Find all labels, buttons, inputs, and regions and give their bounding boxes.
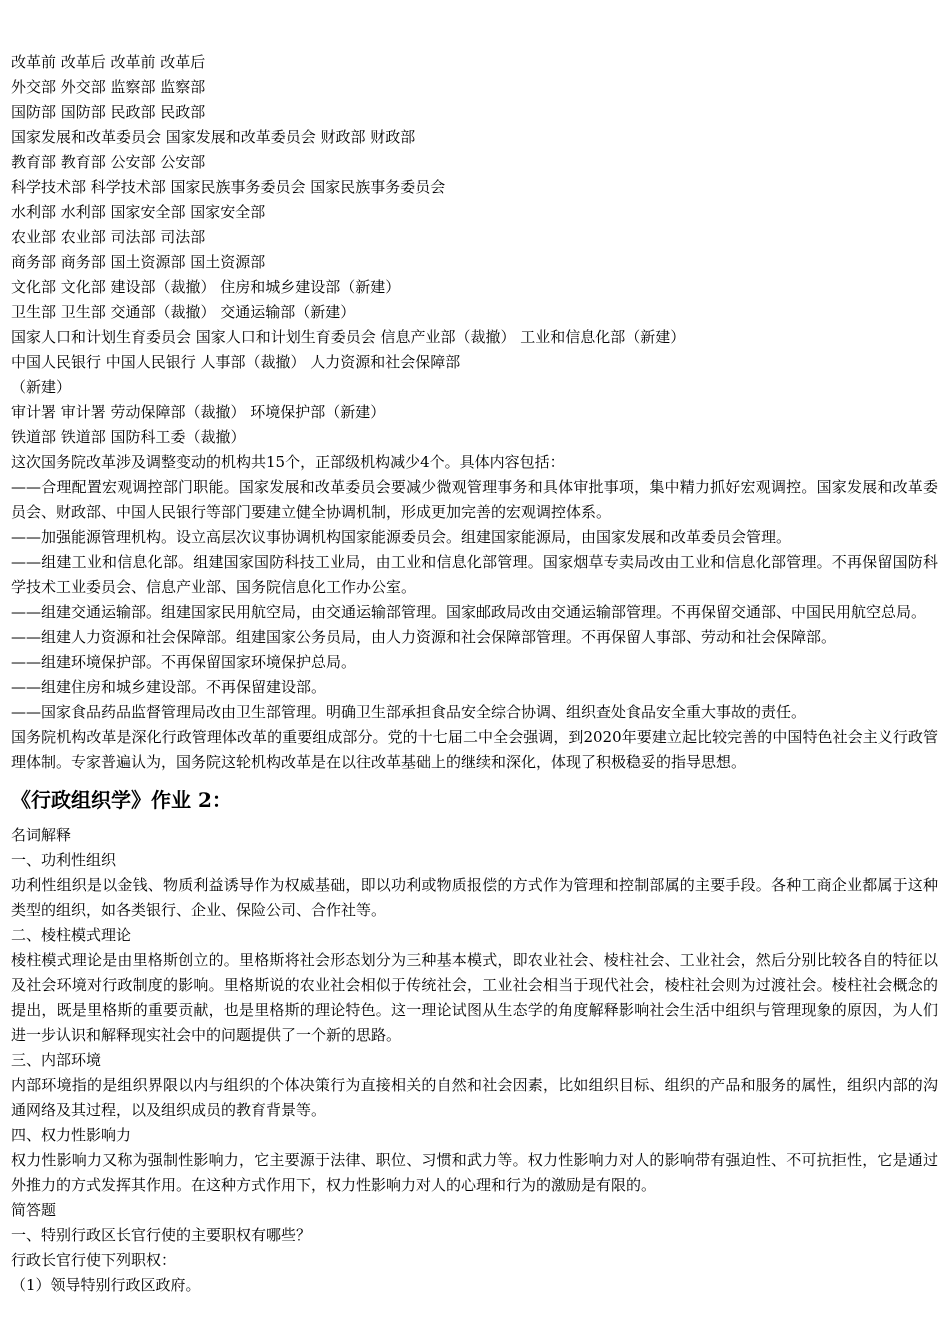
- table-row: 科学技术部 科学技术部 国家民族事务委员会 国家民族事务委员会: [11, 178, 446, 196]
- table-header-row: 改革前 改革后 改革前 改革后: [11, 53, 206, 71]
- ministry-comparison-table: [11, 50, 938, 450]
- term-definition: 功利性组织是以金钱、物质利益诱导作为权威基础，即以功利或物质报偿的方式作为管理和控制部属的主要手段。各种工商企业都属于这种类型的组织，如各类银行、企业、保险公司、合作社等。: [11, 876, 938, 919]
- table-row: 卫生部 卫生部 交通部（裁撤） 交通运输部（新建）: [11, 303, 356, 321]
- table-row: 水利部 水利部 国家安全部 国家安全部: [11, 203, 266, 221]
- term-title: 二、棱柱模式理论: [11, 926, 132, 944]
- homework-heading: 《行政组织学》作业 2：: [11, 788, 232, 812]
- term-definition: 内部环境指的是组织界限以内与组织的个体决策行为直接相关的自然和社会因素，比如组织目标、组织的产品和服务的属性，组织内部的沟通网络及其过程，以及组织成员的教育背景等。: [11, 1076, 938, 1119]
- reform-item-paragraph: ——合理配置宏观调控部门职能。国家发展和改革委员会要减少微观管理事务和具体审批事项，集中精力抓好宏观调控。国家发展和改革委员会、财政部、中国人民银行等部门要建立健全协调机制，形成更加完善的宏观调控体系。: [11, 478, 938, 521]
- table-row: 国家人口和计划生育委员会 国家人口和计划生育委员会 信息产业部（裁撤） 工业和信息化部（新建）: [11, 328, 686, 346]
- reform-intro-paragraph: 这次国务院改革涉及调整变动的机构共15个，正部级机构减少4个。具体内容包括：: [11, 453, 565, 471]
- reform-item-paragraph: ——组建住房和城乡建设部。不再保留建设部。: [11, 678, 327, 696]
- term-title: 三、内部环境: [11, 1051, 102, 1069]
- table-row: 外交部 外交部 监察部 监察部: [11, 78, 206, 96]
- section-label: 名词解释: [11, 826, 72, 844]
- table-row: 国防部 国防部 民政部 民政部: [11, 103, 206, 121]
- reform-summary-paragraph: 国务院机构改革是深化行政管理体改革的重要组成部分。党的十七届二中全会强调，到2020年要建立起比较完善的中国特色社会主义行政管理体制。专家普遍认为，国务院这轮机构改革是在以往改革基础上的继续和深化，体现了积极稳妥的指导思想。: [11, 728, 938, 771]
- table-row: 中国人民银行 中国人民银行 人事部（裁撤） 人力资源和社会保障部: [11, 353, 461, 371]
- table-row: 国家发展和改革委员会 国家发展和改革委员会 财政部 财政部: [11, 128, 416, 146]
- term-title: 一、功利性组织: [11, 851, 117, 869]
- reform-item-paragraph: ——组建交通运输部。组建国家民用航空局，由交通运输部管理。国家邮政局改由交通运输部管理。不再保留交通部、中国民用航空总局。: [11, 603, 927, 621]
- table-row: 商务部 商务部 国土资源部 国土资源部: [11, 253, 266, 271]
- table-row: 文化部 文化部 建设部（裁撤） 住房和城乡建设部（新建）: [11, 278, 401, 296]
- homework-content: [11, 823, 938, 1298]
- question-title: 一、特别行政区长官行使的主要职权有哪些？: [11, 1226, 312, 1244]
- reform-item-paragraph: ——组建环境保护部。不再保留国家环境保护总局。: [11, 653, 357, 671]
- answer-list-item: （1）领导特别行政区政府。: [11, 1276, 201, 1294]
- table-row: 教育部 教育部 公安部 公安部: [11, 153, 206, 171]
- table-row: 铁道部 铁道部 国防科工委（裁撤）: [11, 428, 246, 446]
- reform-item-paragraph: ——组建工业和信息化部。组建国家国防科技工业局，由工业和信息化部管理。国家烟草专卖局改由工业和信息化部管理。不再保留国防科学技术工业委员会、信息产业部、国务院信息化工作办公室。: [11, 553, 938, 596]
- reform-item-paragraph: ——加强能源管理机构。设立高层次议事协调机构国家能源委员会。组建国家能源局，由国家发展和改革委员会管理。: [11, 528, 792, 546]
- term-title: 四、权力性影响力: [11, 1126, 132, 1144]
- reform-item-paragraph: ——组建人力资源和社会保障部。组建国家公务员局，由人力资源和社会保障部管理。不再保留人事部、劳动和社会保障部。: [11, 628, 837, 646]
- section-label: 简答题: [11, 1201, 57, 1219]
- table-row: 农业部 农业部 司法部 司法部: [11, 228, 206, 246]
- term-definition: 权力性影响力又称为强制性影响力，它主要源于法律、职位、习惯和武力等。权力性影响力对人的影响带有强迫性、不可抗拒性，它是通过外推力的方式发挥其作用。在这种方式作用下，权力性影响力对人的心理和行为的激励是有限的。: [11, 1151, 938, 1194]
- table-row: 审计署 审计署 劳动保障部（裁撤） 环境保护部（新建）: [11, 403, 386, 421]
- term-definition: 棱柱模式理论是由里格斯创立的。里格斯将社会形态划分为三种基本模式，即农业社会、棱柱社会、工业社会，然后分别比较各自的特征以及社会环境对行政制度的影响。里格斯说的农业社会相似于传统社会，工业社会相当于现代社会，棱柱社会则为过渡社会。棱柱社会概念的提出，既是里格斯的重要贡献，也是里格斯的理论特色。这一理论试图从生态学的角度解释影响社会生活中组织与管理现象的原因，为人们进一步认识和解释现实社会中的问题提供了一个新的思路。: [11, 951, 938, 1044]
- reform-item-paragraph: ——国家食品药品监督管理局改由卫生部管理。明确卫生部承担食品安全综合协调、组织查处食品安全重大事故的责任。: [11, 703, 807, 721]
- reform-content: [11, 450, 938, 775]
- answer-text: 行政长官行使下列职权：: [11, 1251, 177, 1269]
- table-row-continuation: （新建）: [11, 378, 72, 396]
